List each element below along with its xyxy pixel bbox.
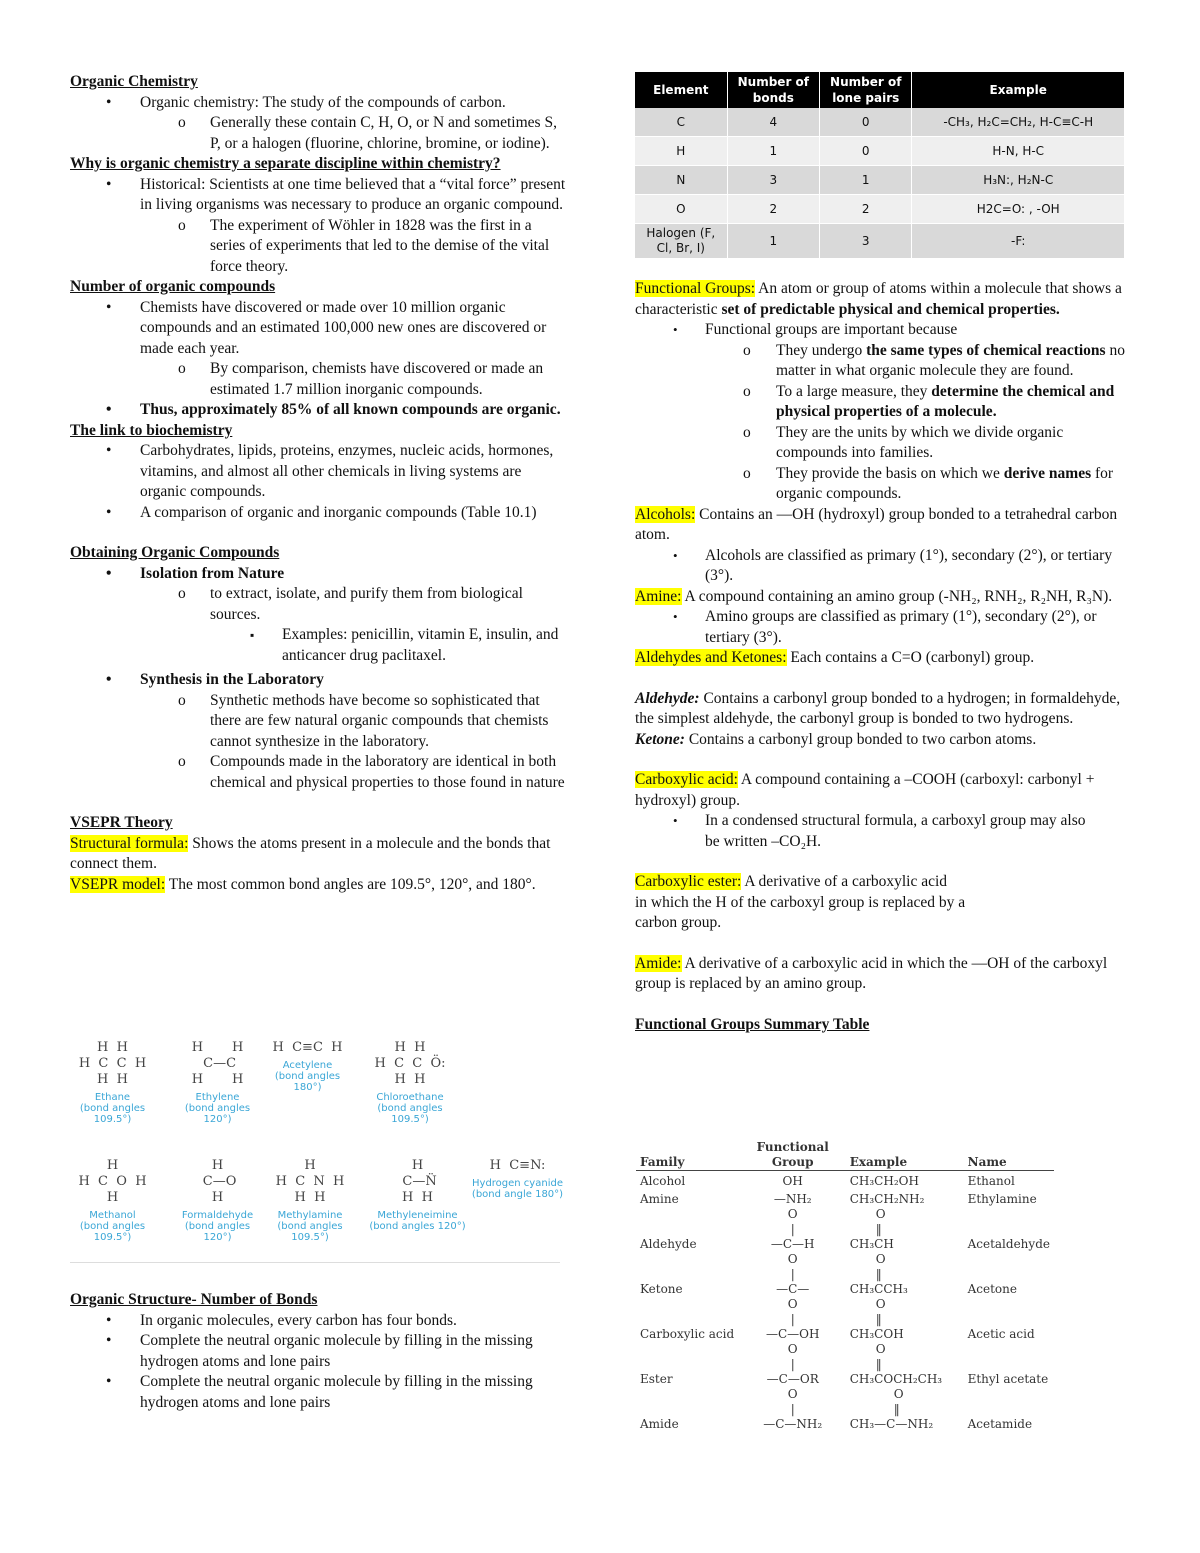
vsepr-structures-figure: [70, 1040, 564, 1265]
molecule-formula: H C—O H: [202, 1158, 237, 1205]
bullet-bold: • Isolation from Nature: [70, 564, 570, 585]
text-bold: derive names: [1003, 464, 1092, 482]
molecule-structure: [260, 1158, 360, 1243]
summary-table-cell: Amine: [640, 1192, 679, 1206]
spacer: [70, 793, 570, 813]
element-table-row: [635, 166, 1125, 195]
summary-table-cell: —C—H: [770, 1237, 815, 1251]
carbonyl-o: [964, 1207, 1054, 1222]
spacer: [635, 934, 1135, 954]
summary-table-header: Example: [846, 1140, 964, 1171]
summary-table-row: [636, 1171, 1054, 1190]
summary-table-cell: Ethyl acetate: [967, 1372, 1049, 1386]
carbonyl-bond-row: [636, 1402, 1054, 1417]
carbonyl-bond: [636, 1267, 740, 1282]
bullet: • A comparison of organic and inorganic compounds (Table 10.1): [70, 503, 570, 524]
term-vsepr-model: VSEPR model:: [70, 875, 166, 893]
summary-table-cell: Aldehyde: [640, 1237, 697, 1251]
def-text: A compound containing an amino group (-NH₂, RNH₂, R₂NH, R₃N).: [681, 587, 1113, 605]
bullet-bold: • Thus, approximately 85% of all known compounds are organic.: [70, 400, 570, 421]
functional-groups-summary-table: [636, 1140, 1054, 1432]
spacer: [70, 523, 570, 543]
element-table-cell: -F:: [912, 224, 1125, 259]
carbonyl-o: [636, 1342, 740, 1357]
summary-table-row: [636, 1417, 1054, 1432]
carbonyl-line-row: [636, 1207, 1054, 1222]
molecule-formula: H C≡C H: [272, 1040, 343, 1055]
def-text: A derivative of a carboxylic acid: [741, 873, 948, 890]
heading-number-of-bonds: Organic Structure- Number of Bonds: [70, 1291, 318, 1308]
summary-table-row: [636, 1372, 1054, 1387]
summary-table-row: [636, 1237, 1054, 1252]
element-table-cell: 1: [820, 166, 912, 195]
sub-bullet: o They are the units by which we divide organic compounds into families.: [635, 423, 1135, 464]
left-column: [70, 72, 570, 895]
summary-table-cell: Amide: [640, 1417, 679, 1431]
summary-table-cell: CH₃CH₂NH₂: [849, 1192, 925, 1206]
molecule-caption: Acetylene (bond angles 180°): [274, 1060, 341, 1093]
molecule-caption: Chloroethane (bond angles 109.5°): [376, 1092, 444, 1125]
carboxylic-ester-def: [635, 872, 1135, 934]
def-bold: set of predictable physical and chemical properties.: [721, 300, 1060, 318]
carbonyl-bond: [964, 1402, 1054, 1417]
molecule-structure: [260, 1040, 355, 1093]
carbonyl-o: [964, 1252, 1054, 1267]
element-table-row: [635, 195, 1125, 224]
term-aldehydes-ketones: Aldehydes and Ketones:: [635, 649, 787, 666]
carboxylic-acid-def: [635, 770, 1135, 811]
carbonyl-bond: |: [790, 1267, 795, 1281]
bullet: • Historical: Scientists at one time believed that a “vital force” present in living organisms was necessary to produce an organic compound.: [70, 175, 570, 216]
term-carboxylic-acid: Carboxylic acid:: [635, 771, 738, 788]
carbonyl-bond: ‖: [893, 1402, 900, 1416]
term-carboxylic-ester: Carboxylic ester:: [635, 873, 742, 890]
bullet: • Functional groups are important because: [635, 320, 1135, 341]
molecule-caption: Methyleneimine (bond angles 120°): [369, 1210, 466, 1232]
def-text: Contains an —OH (hydroxyl) group bonded to a tetrahedral carbon atom.: [635, 505, 1118, 543]
heading-organic-chemistry: Organic Chemistry: [70, 73, 198, 90]
figure-divider: [70, 1262, 560, 1263]
sub-bullet: o By comparison, chemists have discovered or made an estimated 1.7 million inorganic compounds.: [70, 359, 570, 400]
carbonyl-o: [636, 1297, 740, 1312]
element-table-header: Example: [912, 72, 1125, 108]
element-table-cell: Halogen (F, Cl, Br, I): [635, 224, 727, 259]
bullet: • In organic molecules, every carbon has four bonds.: [70, 1311, 570, 1332]
def-text: An atom or group of atoms within a molecule that shows a characteristic: [635, 280, 1122, 318]
element-table-header: Number of lone pairs: [820, 72, 912, 108]
def-text: Contains a carbonyl group bonded to two carbon atoms.: [684, 730, 1037, 748]
carbonyl-bond: [964, 1222, 1054, 1237]
molecule-caption: Ethane (bond angles 109.5°): [79, 1092, 146, 1125]
summary-table-header: Functional Group: [740, 1140, 846, 1171]
element-table-cell: H: [635, 137, 727, 166]
carbonyl-o: [636, 1387, 740, 1402]
element-table-cell: O: [635, 195, 727, 224]
left-bottom-section: [70, 1290, 570, 1413]
summary-table-row: [636, 1327, 1054, 1342]
bullet: • Chemists have discovered or made over 10 million organic compounds and an estimated 100,000 new ones are discovered or made each year.: [70, 298, 570, 360]
amide-def: [635, 954, 1135, 995]
molecule-structure: [70, 1158, 155, 1243]
element-table-header: Number of bonds: [727, 72, 819, 108]
vsepr-model-def: [70, 875, 570, 896]
bullet: • Organic chemistry: The study of the compounds of carbon.: [70, 93, 570, 114]
summary-table-cell: CH₃COCH₂CH₃: [849, 1372, 943, 1386]
spacer: [635, 750, 1135, 770]
structural-formula-def: [70, 834, 570, 875]
bullet: [635, 811, 1135, 852]
summary-table-row: [636, 1282, 1054, 1297]
summary-table-row: [636, 1189, 1054, 1207]
carbonyl-line-row: [636, 1297, 1054, 1312]
molecule-formula: H H C N H H H: [275, 1158, 345, 1205]
molecule-structure: [360, 1158, 475, 1232]
text: They undergo: [776, 341, 867, 359]
carbonyl-o: O: [875, 1252, 886, 1266]
summary-table-cell: OH: [782, 1174, 803, 1188]
summary-table-header: Name: [964, 1140, 1054, 1171]
element-table-cell: 4: [727, 108, 819, 137]
text: be written –CO₂H.: [705, 832, 822, 850]
summary-table-cell: Acetone: [967, 1282, 1017, 1296]
bullet: • Carbohydrates, lipids, proteins, enzymes, nucleic acids, hormones, vitamins, and almost all other chemicals in living systems are organic compounds.: [70, 441, 570, 503]
summary-table-cell: Alcohol: [640, 1174, 686, 1188]
molecule-formula: H H C—C H H: [191, 1040, 244, 1087]
bullet: • Complete the neutral organic molecule by filling in the missing hydrogen atoms and lone pairs: [70, 1331, 570, 1372]
summary-table-cell: —C—NH₂: [763, 1417, 823, 1431]
carbonyl-o: O: [893, 1387, 904, 1401]
aldehydes-ketones-def: [635, 648, 1135, 669]
def-text: The most common bond angles are 109.5°, 120°, and 180°.: [165, 875, 536, 893]
summary-table-cell: Carboxylic acid: [640, 1327, 735, 1341]
carbonyl-o: O: [787, 1252, 798, 1266]
molecule-structure: [170, 1040, 265, 1125]
summary-table-cell: CH₃CCH₃: [849, 1282, 908, 1296]
def-text: A compound containing a –COOH (carboxyl: carbonyl + hydroxyl) group.: [635, 771, 1095, 809]
carbonyl-o: O: [875, 1207, 886, 1221]
term-aldehyde: Aldehyde:: [635, 689, 700, 707]
carbonyl-o: O: [875, 1297, 886, 1311]
carbonyl-bond: [636, 1312, 740, 1327]
carbonyl-bond: [964, 1312, 1054, 1327]
summary-table-cell: —NH₂: [773, 1192, 812, 1206]
carbonyl-bond: [636, 1222, 740, 1237]
def-text: Each contains a C=O (carbonyl) group.: [786, 649, 1035, 666]
carbonyl-o: O: [875, 1342, 886, 1356]
carbonyl-bond: ‖: [875, 1267, 882, 1281]
molecule-formula: H H H C C H H H: [78, 1040, 147, 1087]
molecule-caption: Formaldehyde (bond angles 120°): [181, 1210, 254, 1243]
heading-why-separate: Why is organic chemistry a separate discipline within chemistry?: [70, 155, 501, 172]
element-table-cell: 0: [820, 137, 912, 166]
summary-table-cell: Ketone: [640, 1282, 683, 1296]
def-text: in which the H of the carboxyl group is replaced by a: [635, 893, 966, 911]
carbonyl-o: [964, 1387, 1054, 1402]
element-table-cell: C: [635, 108, 727, 137]
summary-table-cell: —C—: [776, 1282, 810, 1296]
carbonyl-line-row: [636, 1252, 1054, 1267]
summary-table-cell: Acetaldehyde: [967, 1237, 1050, 1251]
ketone-def: [635, 730, 1135, 751]
molecule-formula: H C≡N:: [489, 1158, 546, 1173]
carbonyl-o: [964, 1342, 1054, 1357]
term-ketone: Ketone:: [635, 730, 685, 748]
carbonyl-bond: ‖: [875, 1222, 882, 1236]
element-table-header: Element: [635, 72, 727, 108]
carbonyl-bond-row: [636, 1222, 1054, 1237]
term-amide: Amide:: [635, 954, 682, 972]
element-table-cell: N: [635, 166, 727, 195]
carbonyl-bond-row: [636, 1357, 1054, 1372]
def-text: Shows the atoms present in a molecule and the bonds that connect them.: [70, 834, 551, 872]
text: no matter in what organic molecule they are found.: [776, 341, 1125, 379]
carbonyl-bond-row: [636, 1267, 1054, 1282]
bullet: • Amino groups are classified as primary (1°), secondary (2°), or tertiary (3°).: [635, 607, 1135, 648]
carbonyl-bond: |: [790, 1312, 795, 1326]
carbonyl-o: O: [787, 1387, 798, 1401]
element-table-cell: H2C=O: , -OH: [912, 195, 1125, 224]
molecule-structure: [465, 1158, 570, 1200]
sub-bullet: [635, 464, 1135, 505]
right-column: [635, 279, 1135, 1035]
sub-bullet: o Generally these contain C, H, O, or N and sometimes S, P, or a halogen (fluorine, chlorine, bromine, or iodine).: [70, 113, 570, 154]
molecule-caption: Methanol (bond angles 109.5°): [79, 1210, 146, 1243]
def-text: A derivative of a carboxylic acid in which the —OH of the carboxyl group is replaced by an amino group.: [635, 954, 1108, 992]
element-bonds-table: [635, 72, 1125, 259]
carbonyl-bond: [964, 1267, 1054, 1282]
spacer: [635, 995, 1135, 1015]
carbonyl-line-row: [636, 1387, 1054, 1402]
molecule-caption: Hydrogen cyanide (bond angle 180°): [471, 1178, 564, 1200]
sub-sub-bullet: ▪ Examples: penicillin, vitamin E, insulin, and anticancer drug paclitaxel.: [70, 625, 570, 666]
element-table-cell: 2: [727, 195, 819, 224]
element-table-cell: 1: [727, 224, 819, 259]
bullet: • Alcohols are classified as primary (1°), secondary (2°), or tertiary (3°).: [635, 546, 1135, 587]
carbonyl-o: [636, 1207, 740, 1222]
heading-biochemistry: The link to biochemistry: [70, 421, 233, 439]
element-table-row: [635, 137, 1125, 166]
carbonyl-o: O: [787, 1207, 798, 1221]
spacer: [635, 669, 1135, 689]
summary-table-cell: CH₃CH: [849, 1237, 894, 1251]
molecule-caption: Ethylene (bond angles 120°): [184, 1092, 251, 1125]
text-bold: determine the chemical and physical properties of a molecule.: [776, 382, 1115, 420]
molecule-caption: Methylamine (bond angles 109.5°): [277, 1210, 343, 1243]
text: To a large measure, they: [776, 382, 932, 400]
carbonyl-bond: |: [790, 1222, 795, 1236]
text-bold: the same types of chemical reactions: [866, 341, 1106, 359]
term-alcohols: Alcohols:: [635, 505, 696, 523]
sub-bullet: [635, 341, 1135, 382]
text: for organic compounds.: [776, 464, 1114, 502]
text: In a condensed structural formula, a carboxyl group may also: [705, 812, 1086, 829]
carbonyl-line-row: [636, 1342, 1054, 1357]
element-table-cell: 2: [820, 195, 912, 224]
term-functional-groups: Functional Groups:: [635, 280, 756, 297]
heading-obtaining: Obtaining Organic Compounds: [70, 544, 280, 561]
carbonyl-bond: |: [790, 1357, 795, 1371]
summary-table-cell: CH₃CH₂OH: [849, 1174, 919, 1188]
summary-table-cell: Ethylamine: [967, 1192, 1037, 1206]
molecule-structure: [360, 1040, 460, 1125]
element-table-cell: 0: [820, 108, 912, 137]
summary-table-cell: Acetamide: [967, 1417, 1033, 1431]
element-table-cell: 3: [727, 166, 819, 195]
summary-table-cell: CH₃COH: [849, 1327, 904, 1341]
element-table-cell: -CH₃, H₂C=CH₂, H-C≡C-H: [912, 108, 1125, 137]
element-table-cell: 1: [727, 137, 819, 166]
carbonyl-bond: ‖: [875, 1357, 882, 1371]
summary-table-cell: Acetic acid: [967, 1327, 1035, 1341]
carbonyl-bond: [636, 1357, 740, 1372]
element-table-row: [635, 108, 1125, 137]
summary-table-cell: Ethanol: [967, 1174, 1015, 1188]
sub-bullet: o Compounds made in the laboratory are identical in both chemical and physical properties to those found in nature: [70, 752, 570, 793]
sub-bullet: [635, 382, 1135, 423]
element-table-row: [635, 224, 1125, 259]
heading-vsepr: VSEPR Theory: [70, 814, 173, 831]
summary-table-header: Family: [636, 1140, 740, 1171]
molecule-formula: H H H C C Ö: H H: [374, 1040, 446, 1087]
molecule-structure: [70, 1040, 155, 1125]
functional-groups-def: [635, 279, 1135, 320]
alcohols-def: [635, 505, 1135, 546]
sub-bullet: o Synthetic methods have become so sophisticated that there are few natural organic compounds that chemists cannot synthesize in the laboratory.: [70, 691, 570, 753]
carbonyl-o: O: [787, 1297, 798, 1311]
term-amine: Amine:: [635, 587, 682, 605]
summary-table-cell: —C—OR: [766, 1372, 819, 1386]
molecule-formula: H C—N̈ H H: [402, 1158, 437, 1205]
element-table-wrap: [635, 72, 1125, 259]
heading-summary-table: Functional Groups Summary Table: [635, 1015, 870, 1033]
summary-table-wrap: [636, 1140, 1054, 1432]
carbonyl-bond: |: [790, 1402, 795, 1416]
summary-table-cell: —C—OH: [765, 1327, 820, 1341]
amine-def: [635, 587, 1135, 608]
carbonyl-o: [636, 1252, 740, 1267]
molecule-formula: H H C O H H: [78, 1158, 147, 1205]
term-structural-formula: Structural formula:: [70, 834, 189, 852]
heading-number-compounds: Number of organic compounds: [70, 278, 276, 295]
text: They provide the basis on which we: [776, 464, 1004, 482]
spacer: [635, 852, 1135, 872]
def-text: Contains a carbonyl group bonded to a hydrogen; in formaldehyde, the simplest aldehyde, the carbonyl group is bonded to two hydrogens.: [635, 689, 1121, 727]
aldehyde-def: [635, 689, 1135, 730]
carbonyl-bond: [636, 1402, 740, 1417]
carbonyl-bond: ‖: [875, 1312, 882, 1326]
bullet: • Complete the neutral organic molecule by filling in the missing hydrogen atoms and lone pairs: [70, 1372, 570, 1413]
bullet-bold: • Synthesis in the Laboratory: [70, 670, 570, 691]
element-table-cell: H₃N:, H₂N-C: [912, 166, 1125, 195]
carbonyl-bond-row: [636, 1312, 1054, 1327]
carbonyl-bond: [964, 1357, 1054, 1372]
def-text: carbon group.: [635, 914, 722, 931]
carbonyl-o: [964, 1297, 1054, 1312]
element-table-cell: 3: [820, 224, 912, 259]
sub-bullet: o to extract, isolate, and purify them from biological sources.: [70, 584, 570, 625]
sub-bullet: o The experiment of Wöhler in 1828 was the first in a series of experiments that led to the demise of the vital force theory.: [70, 216, 570, 278]
summary-table-cell: Ester: [640, 1372, 673, 1386]
carbonyl-o: O: [787, 1342, 798, 1356]
summary-table-cell: CH₃—C—NH₂: [849, 1417, 934, 1431]
element-table-cell: H-N, H-C: [912, 137, 1125, 166]
molecule-structure: [170, 1158, 265, 1243]
